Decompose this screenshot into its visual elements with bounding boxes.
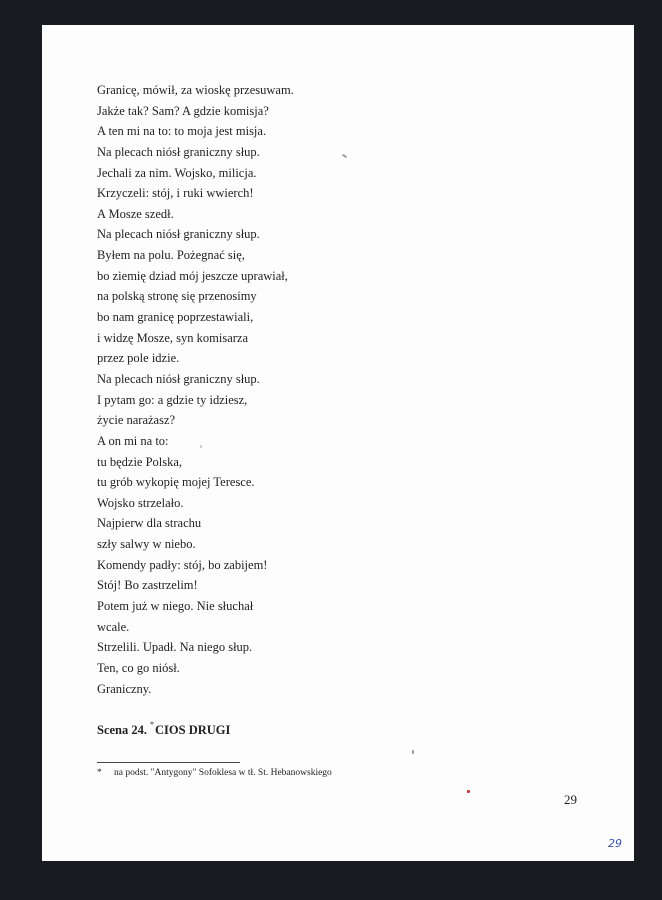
document-page <box>42 25 634 861</box>
poem-line: Krzyczeli: stój, i ruki wwierch! <box>97 186 254 201</box>
poem-line: Jakże tak? Sam? A gdzie komisja? <box>97 103 269 118</box>
poem-line: i widzę Mosze, syn komisarza <box>97 330 249 345</box>
poem-line: Ten, co go niósł. <box>97 660 180 675</box>
scene-label: Scena 24. <box>97 723 147 737</box>
poem-line: I pytam go: a gdzie ty idziesz, <box>97 392 248 407</box>
poem-verse <box>97 80 294 699</box>
scene-footnote-mark: * <box>150 720 154 729</box>
poem-line: Jechali za nim. Wojsko, milicja. <box>97 165 257 180</box>
handwritten-page-number: 29 <box>608 837 622 850</box>
poem-line: przez pole idzie. <box>97 351 180 366</box>
poem-line: Najpierw dla strachu <box>97 516 202 531</box>
scan-speck <box>412 750 414 754</box>
poem-line: tu grób wykopię mojej Teresce. <box>97 475 255 490</box>
scan-speck <box>200 445 202 448</box>
poem-line: Na plecach niósł graniczny słup. <box>97 227 260 242</box>
poem-line: Strzelili. Upadł. Na niego słup. <box>97 640 253 655</box>
footnote-text: na podst. "Antygony" Sofoklesa w tł. St. Hebanowskiego <box>114 768 332 778</box>
poem-line: Na plecach niósł graniczny słup. <box>97 371 260 386</box>
poem-line: A on mi na to: <box>97 433 169 448</box>
poem-line: Na plecach niósł graniczny słup. <box>97 144 260 159</box>
poem-line: bo nam granicę poprzestawiali, <box>97 310 254 325</box>
scan-speck <box>467 790 470 793</box>
scene-title: CIOS DRUGI <box>155 723 231 737</box>
page-number: 29 <box>564 792 577 807</box>
poem-line: A ten mi na to: to moja jest misja. <box>97 124 267 139</box>
poem-line: Byłem na polu. Pożegnać się, <box>97 248 245 263</box>
poem-line: życie narażasz? <box>97 413 176 428</box>
footnote-mark: * <box>97 768 102 778</box>
poem-line: wcale. <box>97 619 130 634</box>
poem-line: Stój! Bo zastrzelim! <box>97 578 198 593</box>
poem-line: na polską stronę się przenosimy <box>97 289 257 304</box>
poem-line: Wojsko strzelało. <box>97 495 184 510</box>
scene-heading <box>97 720 230 738</box>
poem-line: szły salwy w niebo. <box>97 537 196 552</box>
poem-line: Granicę, mówił, za wioskę przesuwam. <box>97 83 294 97</box>
poem-line: tu będzie Polska, <box>97 454 183 469</box>
scan-speck <box>342 154 347 158</box>
poem-line: Potem już w niego. Nie słuchał <box>97 599 254 614</box>
poem-line: Komendy padły: stój, bo zabijem! <box>97 557 268 572</box>
poem-line: Graniczny. <box>97 681 152 696</box>
footnote <box>97 768 332 778</box>
poem-line: bo ziemię dziad mój jeszcze uprawiał, <box>97 268 288 283</box>
footnote-divider <box>97 762 240 763</box>
poem-line: A Mosze szedł. <box>97 206 174 221</box>
